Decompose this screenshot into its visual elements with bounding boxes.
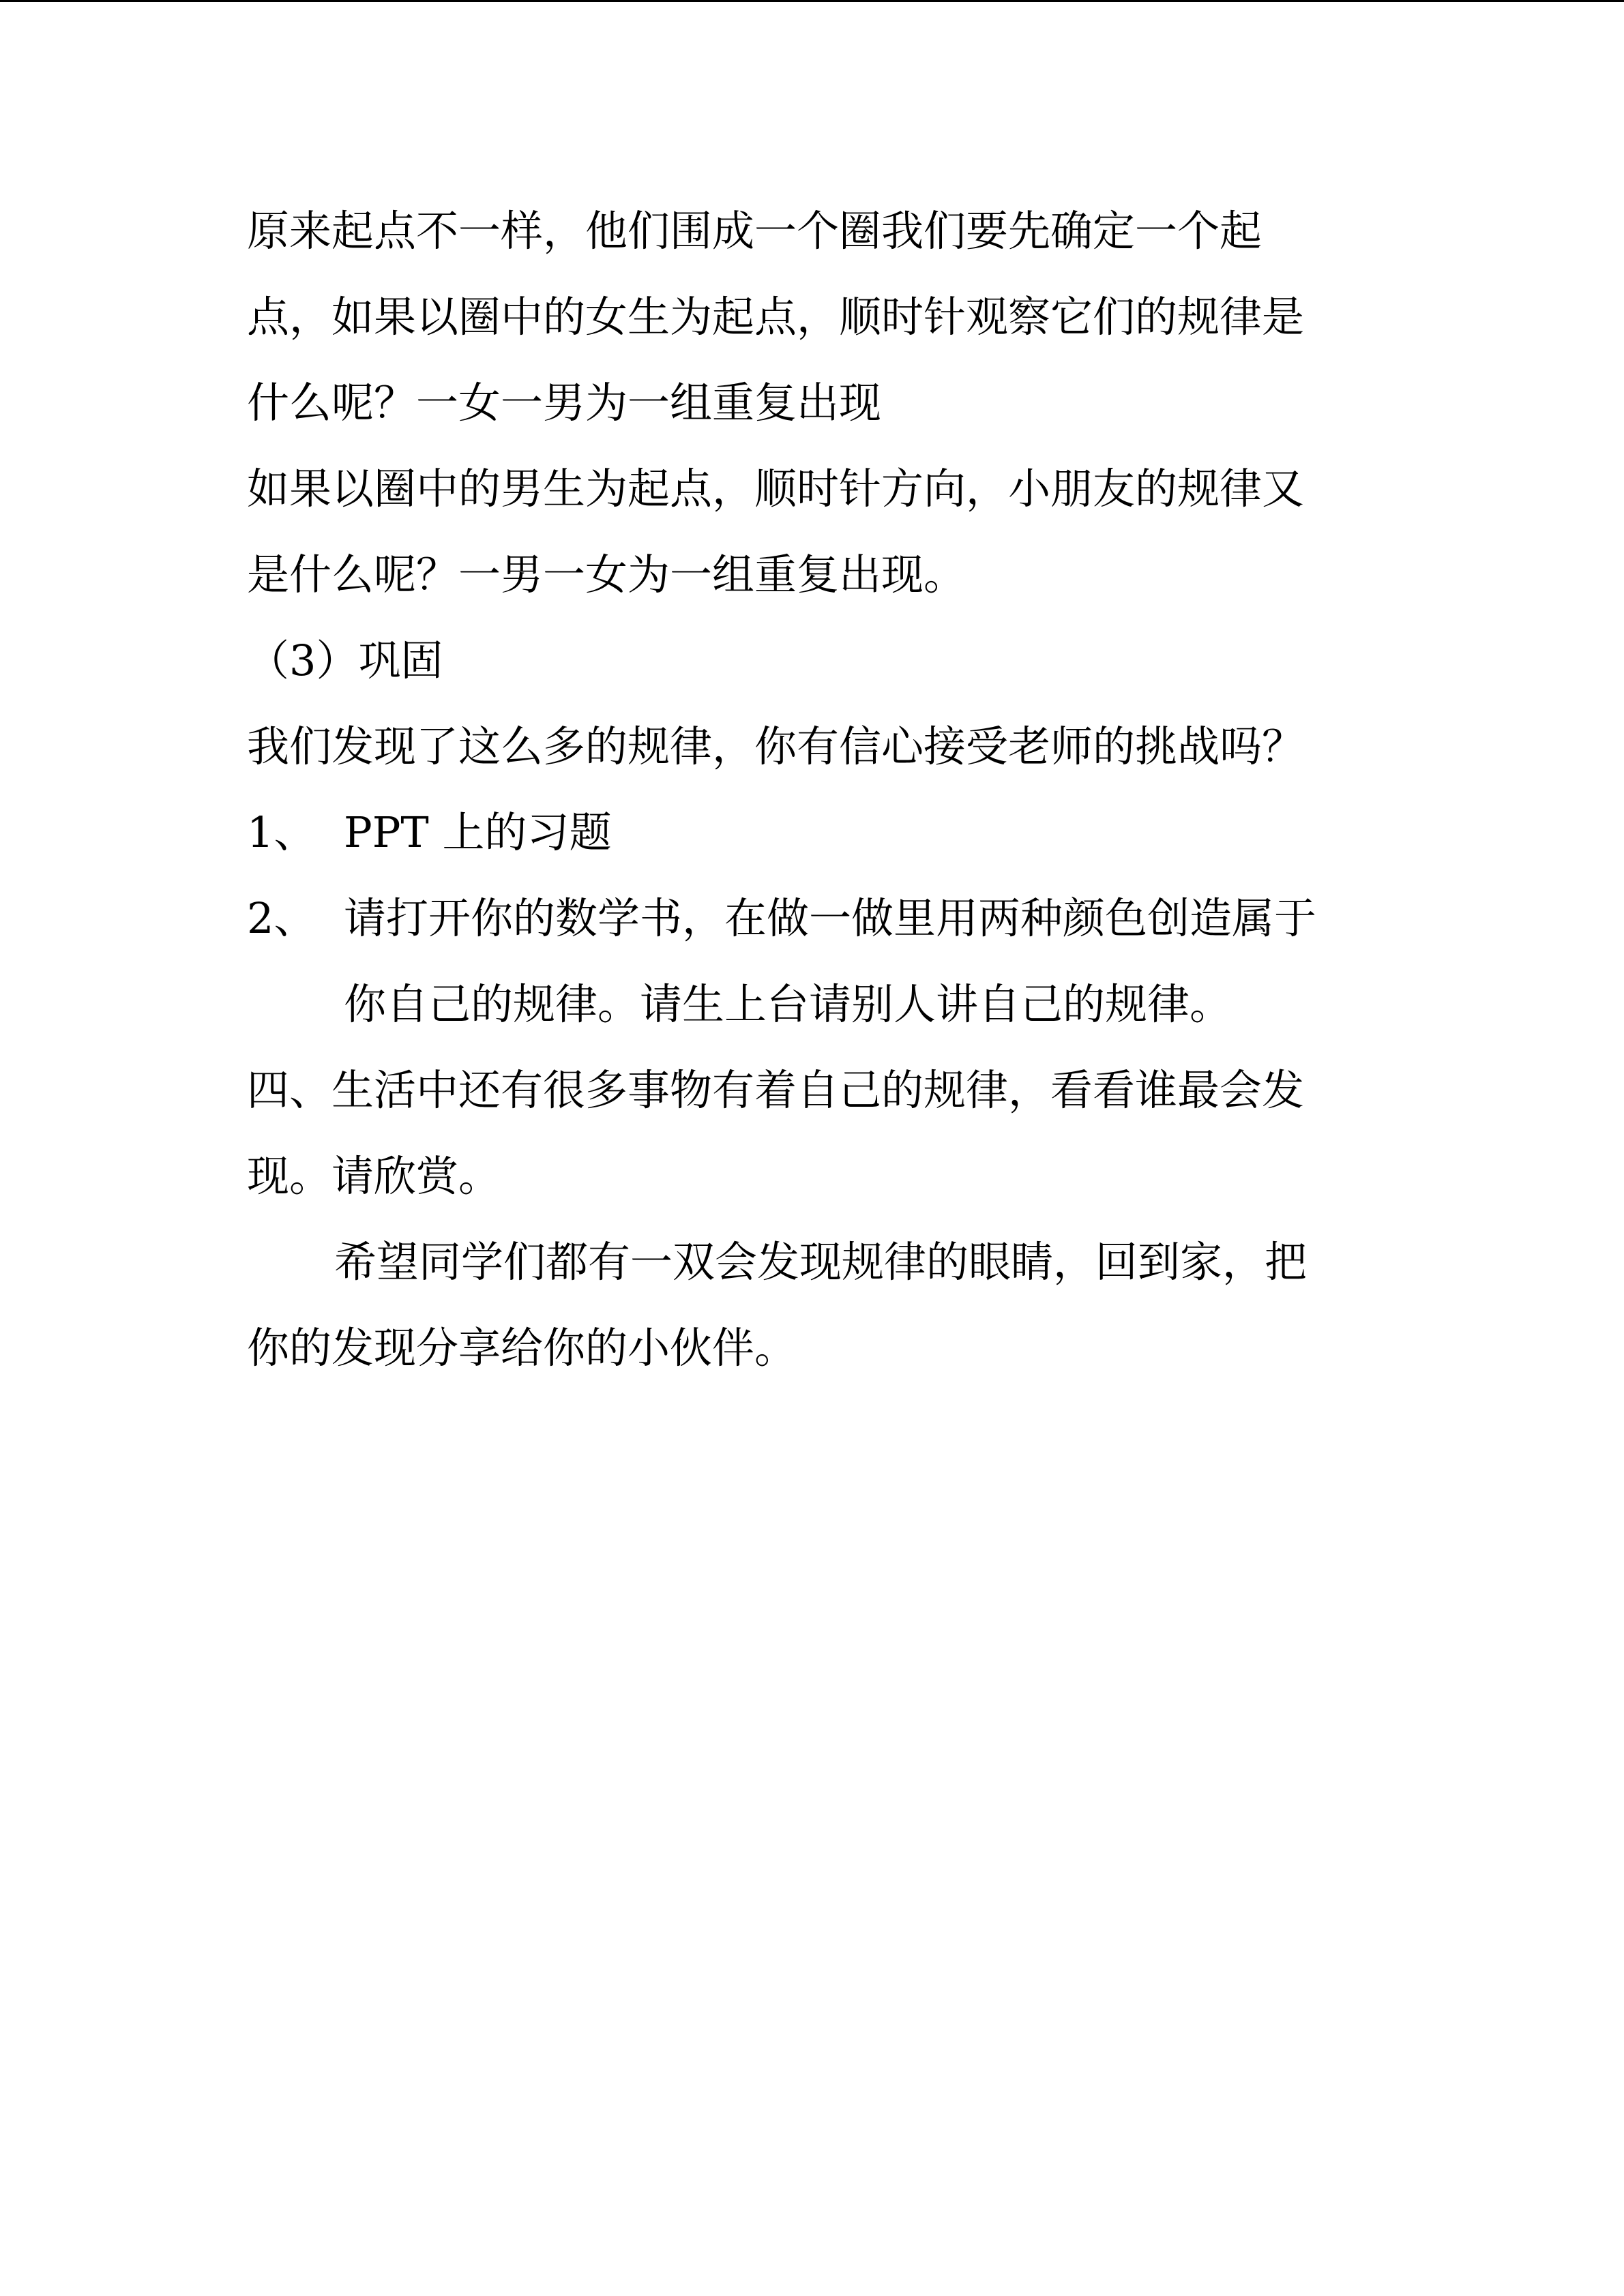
paragraph-2-line-1: 如果以圈中的男生为起点，顺时针方向，小朋友的规律又 [247,464,1305,513]
list-item [247,892,1352,945]
list-item [247,806,1352,859]
paragraph-1-line-1: 原来起点不一样，他们围成一个圈我们要先确定一个起 [247,206,1263,256]
list-item-continuation: 你自己的规律。请生上台请别人讲自己的规律。 [344,979,1232,1029]
paragraph-2-line-2: 是什么呢？一男一女为一组重复出现。 [247,550,966,599]
page-top-border [0,0,1624,2]
paragraph-1-line-3: 什么呢？一女一男为一组重复出现 [247,378,882,428]
list-item-number: 1、 [247,807,316,857]
paragraph-4-line-2: 现。请欣赏。 [247,1151,501,1201]
paragraph-3: 我们发现了这么多的规律，你有信心接受老师的挑战吗？ [247,721,1305,771]
list-item-number: 2、 [247,893,316,943]
list-item-text: 请打开你的数学书，在做一做里用两种颜色创造属于 [344,893,1317,943]
list-item-text: PPT 上的习题 [344,807,612,857]
paragraph-5-line-2: 你的发现分享给你的小伙伴。 [247,1323,797,1373]
section-heading: （3）巩固 [247,636,443,685]
paragraph-4-line-1: 四、生活中还有很多事物有着自己的规律，看看谁最会发 [247,1065,1305,1115]
paragraph-1-line-2: 点，如果以圈中的女生为起点，顺时针观察它们的规律是 [247,292,1305,342]
paragraph-5-line-1: 希望同学们都有一双会发现规律的眼睛，回到家，把 [334,1237,1308,1287]
